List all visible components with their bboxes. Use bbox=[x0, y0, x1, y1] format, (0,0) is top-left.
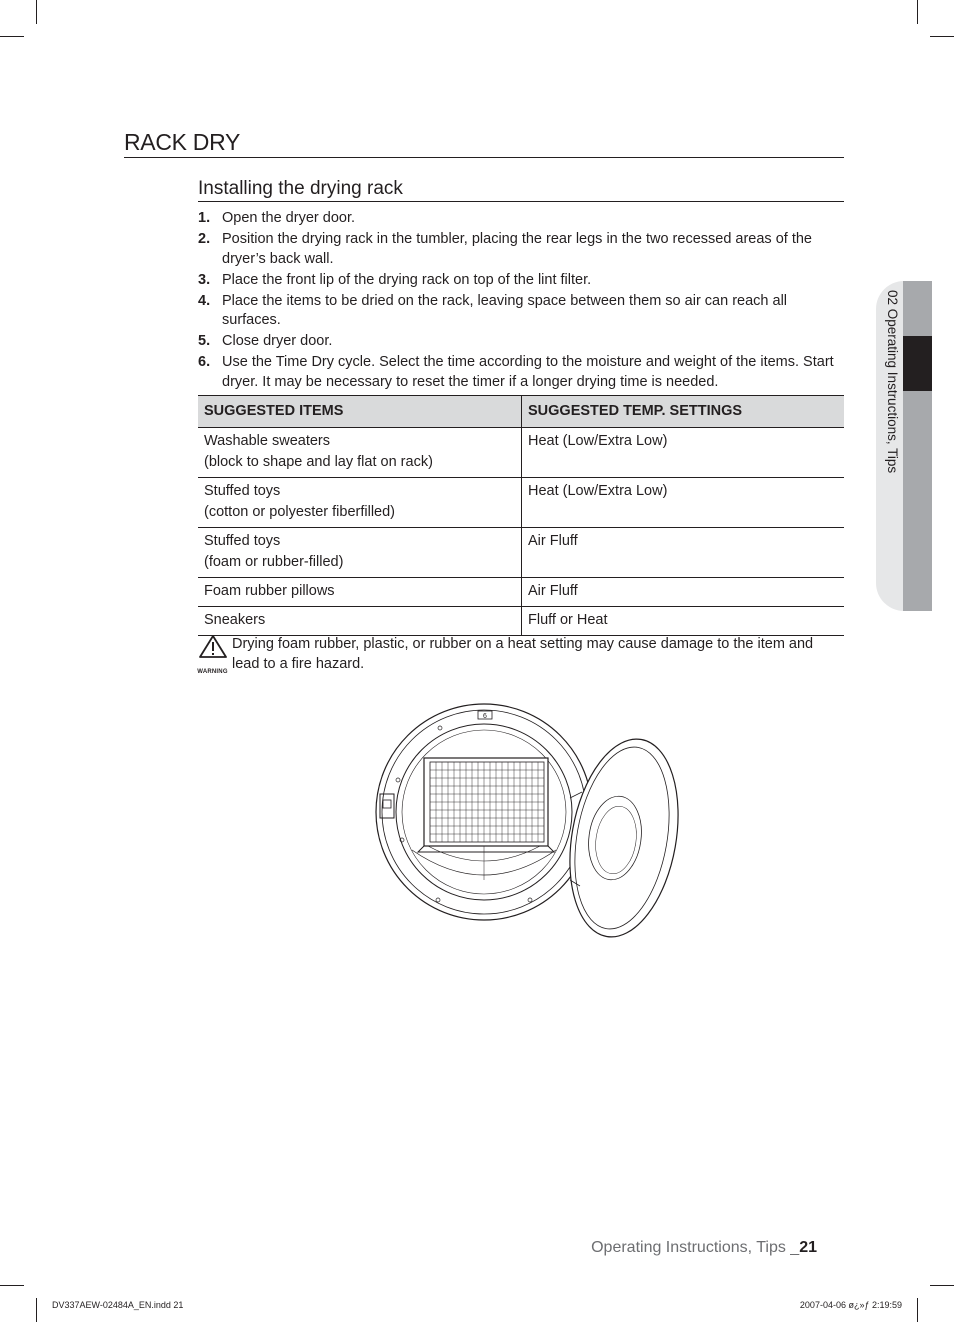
table-row bbox=[198, 607, 844, 636]
setting-cell: Heat (Low/Extra Low) bbox=[522, 428, 845, 478]
table-row bbox=[198, 478, 844, 528]
warning-triangle-icon bbox=[198, 634, 228, 658]
list-item: 2. Position the drying rack in the tumbler, placing the rear legs in the two recessed areas of the dryer’s back wall. bbox=[198, 231, 812, 267]
table-row bbox=[198, 428, 844, 478]
crop-mark bbox=[917, 1298, 918, 1322]
illustration-badge: 6 bbox=[483, 713, 487, 720]
setting-cell: Fluff or Heat bbox=[522, 607, 845, 636]
table-row bbox=[198, 528, 844, 578]
item-cell: Stuffed toys (cotton or polyester fiberfilled) bbox=[198, 478, 522, 528]
item-cell: Washable sweaters (block to shape and lay flat on rack) bbox=[198, 428, 522, 478]
setting-cell: Air Fluff bbox=[522, 578, 845, 607]
chapter-tab-marker bbox=[903, 336, 932, 391]
column-header: SUGGESTED TEMP. SETTINGS bbox=[522, 396, 845, 428]
list-item: 3. Place the front lip of the drying rack on top of the lint filter. bbox=[198, 271, 592, 288]
dryer-with-rack-icon bbox=[372, 700, 692, 940]
list-item: 1. Open the dryer door. bbox=[198, 210, 355, 226]
crop-mark bbox=[930, 1285, 954, 1286]
column-header: SUGGESTED ITEMS bbox=[198, 396, 522, 428]
crop-mark bbox=[930, 36, 954, 37]
slug-left: DV337AEW-02484A_EN.indd 21 bbox=[52, 1300, 184, 1310]
setting-cell: Air Fluff bbox=[522, 528, 845, 578]
warning-text: Drying foam rubber, plastic, or rubber on a heat setting may cause damage to the item and lead to a fire hazard. bbox=[232, 636, 814, 672]
chapter-tab-label: 02 Operating Instructions, Tips bbox=[885, 290, 900, 474]
table-header-row bbox=[198, 396, 844, 428]
page-footer bbox=[591, 1239, 817, 1257]
warning-label: WARNING bbox=[197, 669, 228, 675]
table-row bbox=[198, 578, 844, 607]
item-cell: Sneakers bbox=[198, 607, 522, 636]
crop-mark bbox=[0, 1285, 24, 1286]
setting-cell: Heat (Low/Extra Low) bbox=[522, 478, 845, 528]
page-number: 21 bbox=[799, 1239, 817, 1256]
item-cell: Foam rubber pillows bbox=[198, 578, 522, 607]
section-title: RACK DRY bbox=[124, 128, 844, 158]
list-item: 6. Use the Time Dry cycle. Select the time according to the moisture and weight of the items. Start dryer. It may be necessary to reset the timer if a longer drying time is needed. bbox=[198, 354, 834, 390]
footer-text: Operating Instructions, Tips _ bbox=[591, 1239, 800, 1256]
warning-note bbox=[193, 634, 844, 682]
list-item: 4. Place the items to be dried on the rack, leaving space between them so air can reach all surfaces. bbox=[198, 292, 788, 328]
crop-mark bbox=[0, 36, 24, 37]
crop-mark bbox=[36, 1298, 37, 1322]
subsection-title: Installing the drying rack bbox=[198, 177, 844, 202]
chapter-tab-edge bbox=[903, 281, 932, 611]
steps-list bbox=[198, 209, 844, 394]
slug-right: 2007-04-06 ø¿»ƒ 2:19:59 bbox=[799, 1300, 902, 1310]
list-item: 5. Close dryer door. bbox=[198, 333, 333, 349]
suggested-settings-table bbox=[198, 395, 844, 636]
item-cell: Stuffed toys (foam or rubber-filled) bbox=[198, 528, 522, 578]
crop-mark bbox=[36, 0, 37, 24]
crop-mark bbox=[917, 0, 918, 24]
